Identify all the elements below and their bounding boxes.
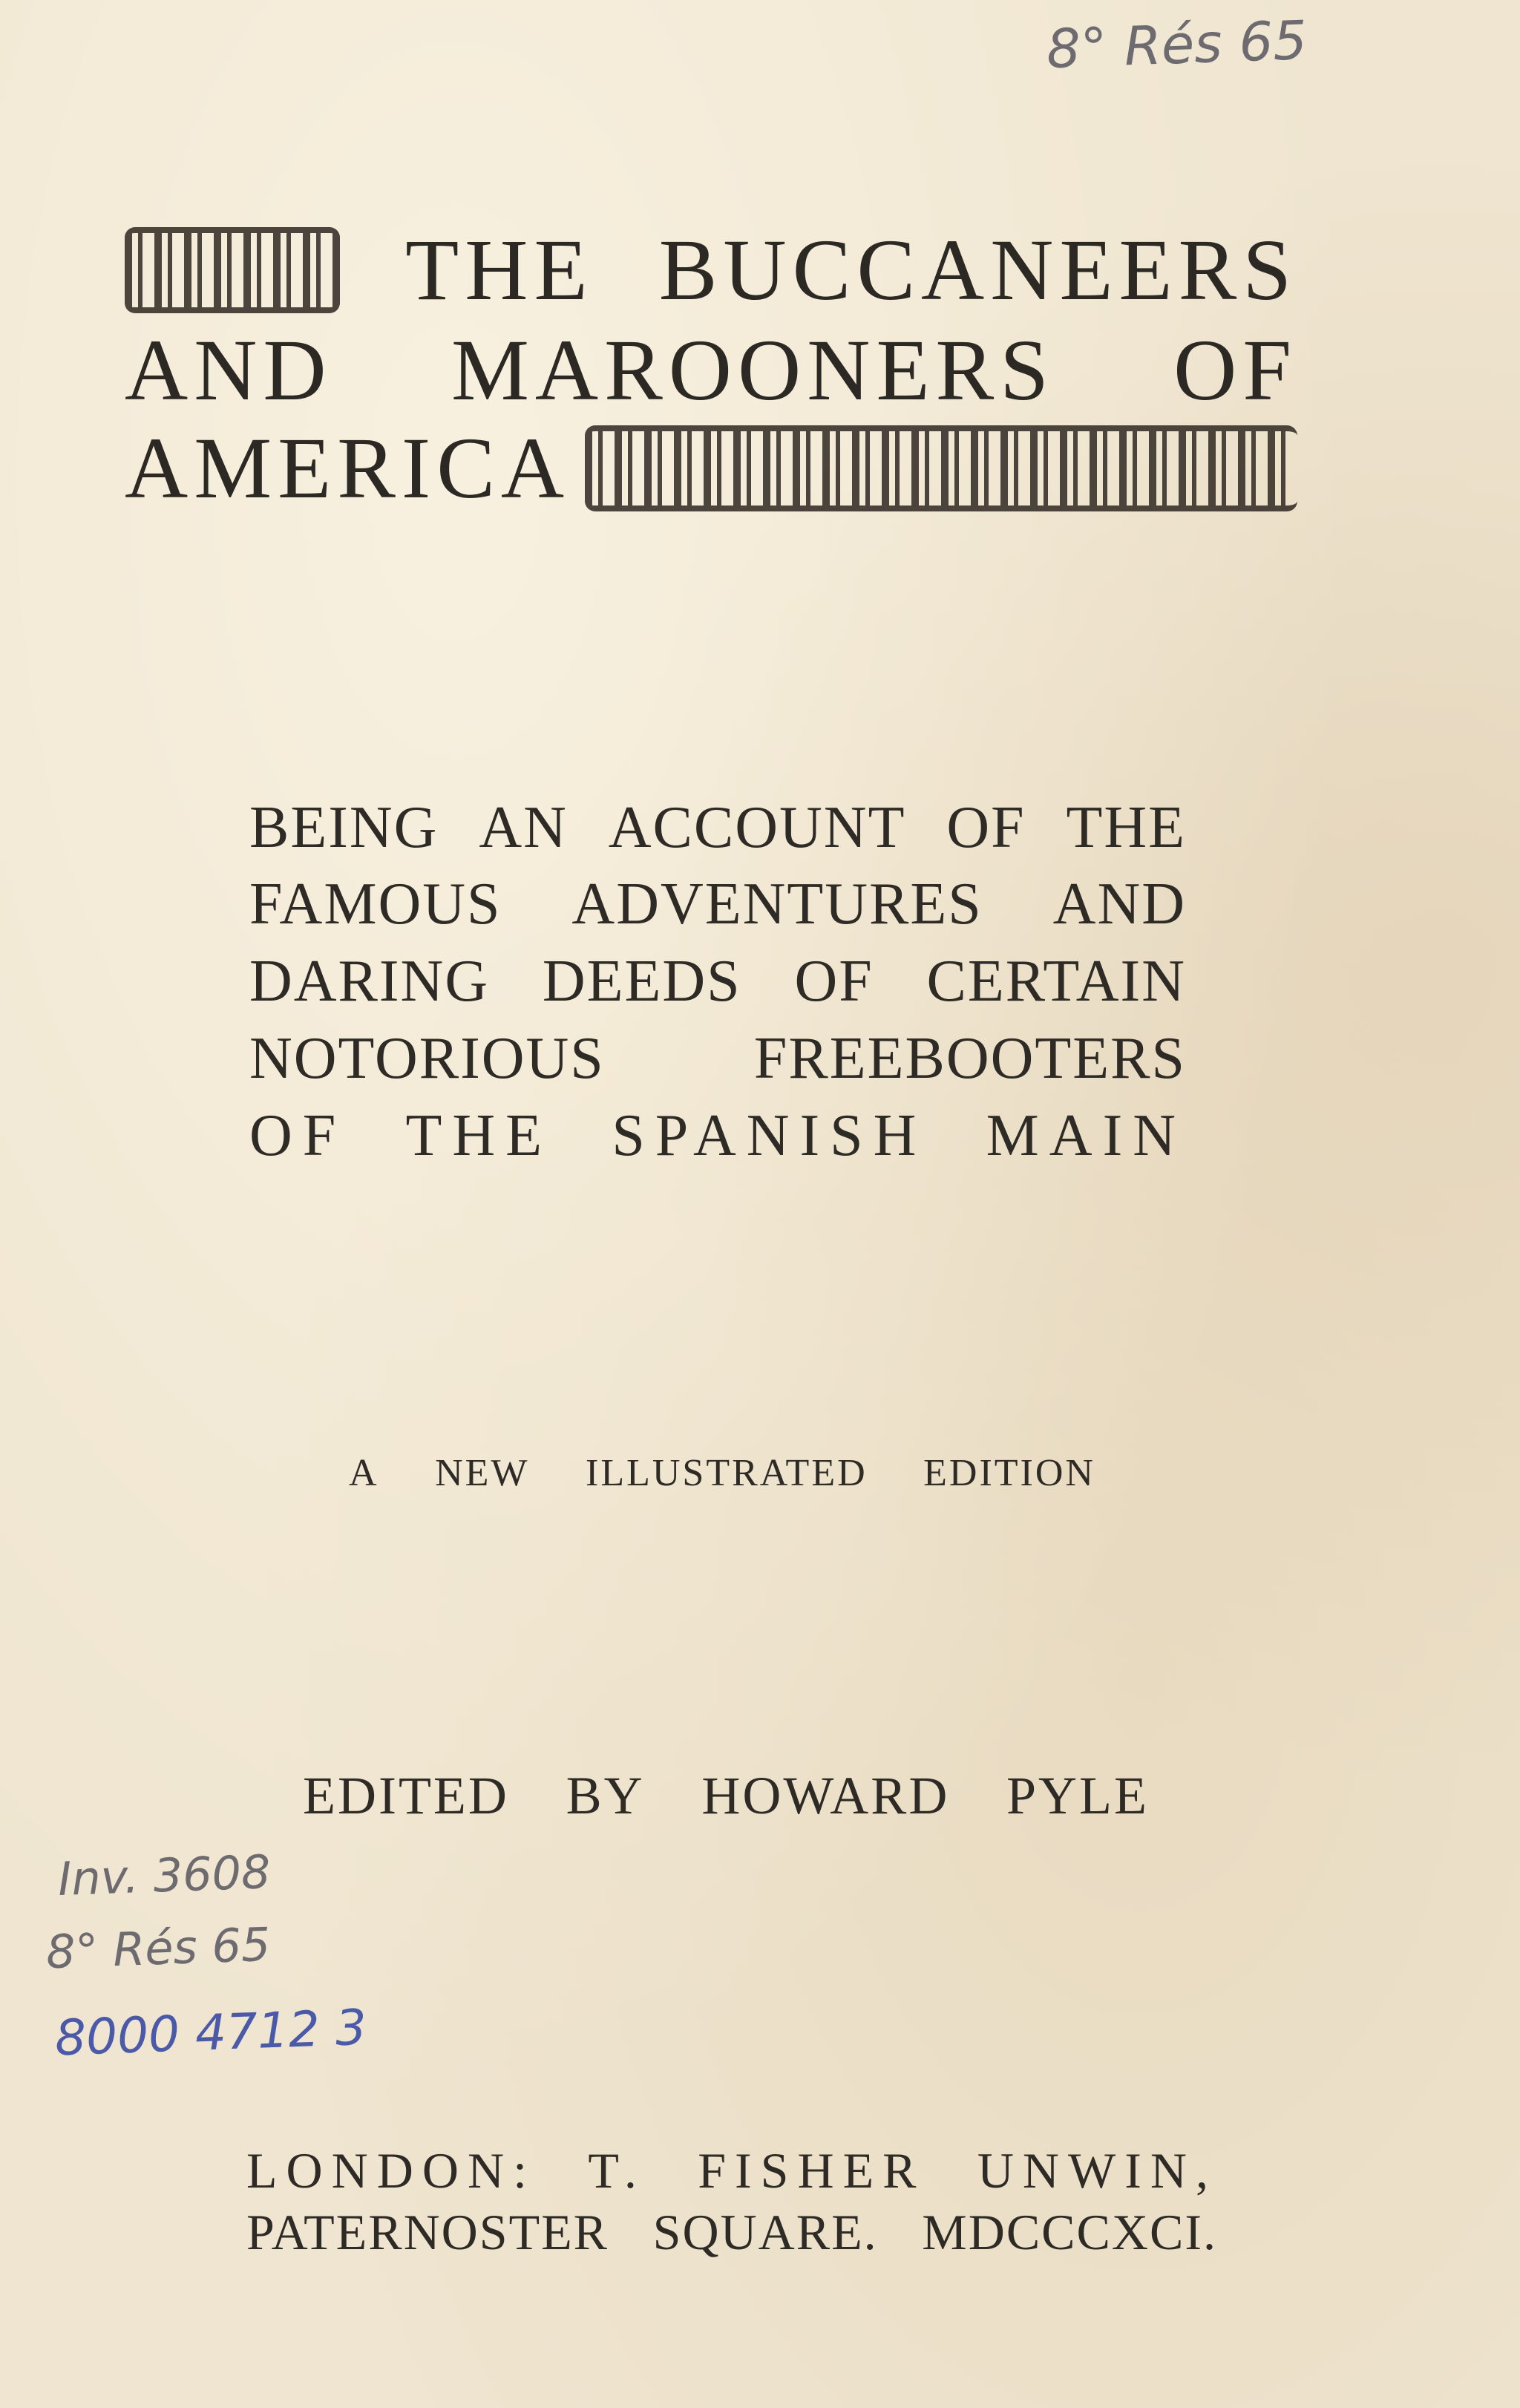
subtitle-word: AN	[479, 795, 568, 860]
editor-word: HOWARD	[701, 1766, 950, 1825]
subtitle-word: THE	[1066, 795, 1186, 860]
ornament-band-icon	[585, 425, 1297, 511]
ornament-left-icon	[125, 227, 340, 313]
subtitle-word: AND	[1052, 871, 1186, 937]
editor-word: PYLE	[1006, 1766, 1149, 1825]
edition-word: A	[349, 1452, 379, 1494]
title-word: AND	[125, 321, 332, 419]
imprint-word: PATERNOSTER	[246, 2204, 609, 2260]
subtitle-word: NOTORIOUS	[249, 1026, 605, 1091]
imprint-word: LONDON:	[246, 2142, 536, 2199]
subtitle-word: BEING	[249, 795, 439, 860]
editor-word: BY	[566, 1766, 645, 1825]
imprint-word: T.	[588, 2142, 646, 2199]
subtitle-word: SPANISH	[612, 1103, 927, 1168]
subtitle-word: MAIN	[986, 1103, 1186, 1168]
imprint-line-1	[246, 2142, 1217, 2200]
subtitle-line-4	[249, 1026, 1186, 1091]
inventory-line-2: 8° Rés 65	[45, 1917, 272, 1980]
inventory-line-3: 8000 4712 3	[53, 1998, 368, 2067]
subtitle-word: DEEDS	[542, 949, 741, 1014]
imprint-word: SQUARE.	[652, 2204, 878, 2260]
subtitle-word: THE	[405, 1103, 553, 1168]
shelfmark-top: 8° Rés 65	[1045, 8, 1308, 81]
title-word: OF	[1173, 321, 1297, 419]
subtitle-word: FREEBOOTERS	[753, 1026, 1186, 1091]
subtitle-word: OF	[946, 795, 1026, 860]
inventory-line-1: Inv. 3608	[56, 1845, 272, 1906]
subtitle-line-5	[249, 1103, 1186, 1168]
editor-line	[303, 1765, 1149, 1827]
title-word: BUCCANEERS	[658, 221, 1297, 318]
imprint-line-2	[246, 2203, 1217, 2262]
edition-line	[349, 1451, 1095, 1495]
subtitle-line-2	[249, 871, 1186, 937]
subtitle-word: OF	[249, 1103, 347, 1168]
subtitle-word: FAMOUS	[249, 871, 502, 937]
subtitle-word: CERTAIN	[926, 949, 1186, 1014]
title-line-3	[125, 419, 1297, 517]
title-word: THE	[405, 221, 594, 318]
subtitle-word: DARING	[249, 949, 490, 1014]
subtitle-line-3	[249, 949, 1186, 1014]
edition-word: NEW	[435, 1452, 530, 1494]
title-line-1	[125, 221, 1297, 318]
title-word: MAROONERS	[451, 321, 1055, 419]
subtitle-word: OF	[794, 949, 874, 1014]
title-line-2	[125, 321, 1297, 419]
subtitle-line-1	[249, 795, 1186, 860]
imprint-word: UNWIN,	[977, 2142, 1217, 2199]
edition-word: ILLUSTRATED	[586, 1452, 868, 1494]
title-word: AMERICA	[125, 419, 571, 517]
subtitle-word: ACCOUNT	[608, 795, 906, 860]
imprint-word: FISHER	[698, 2142, 926, 2199]
subtitle-word: ADVENTURES	[571, 871, 983, 937]
editor-word: EDITED	[303, 1766, 509, 1825]
edition-word: EDITION	[923, 1452, 1095, 1494]
imprint-word: MDCCCXCI.	[922, 2204, 1217, 2260]
